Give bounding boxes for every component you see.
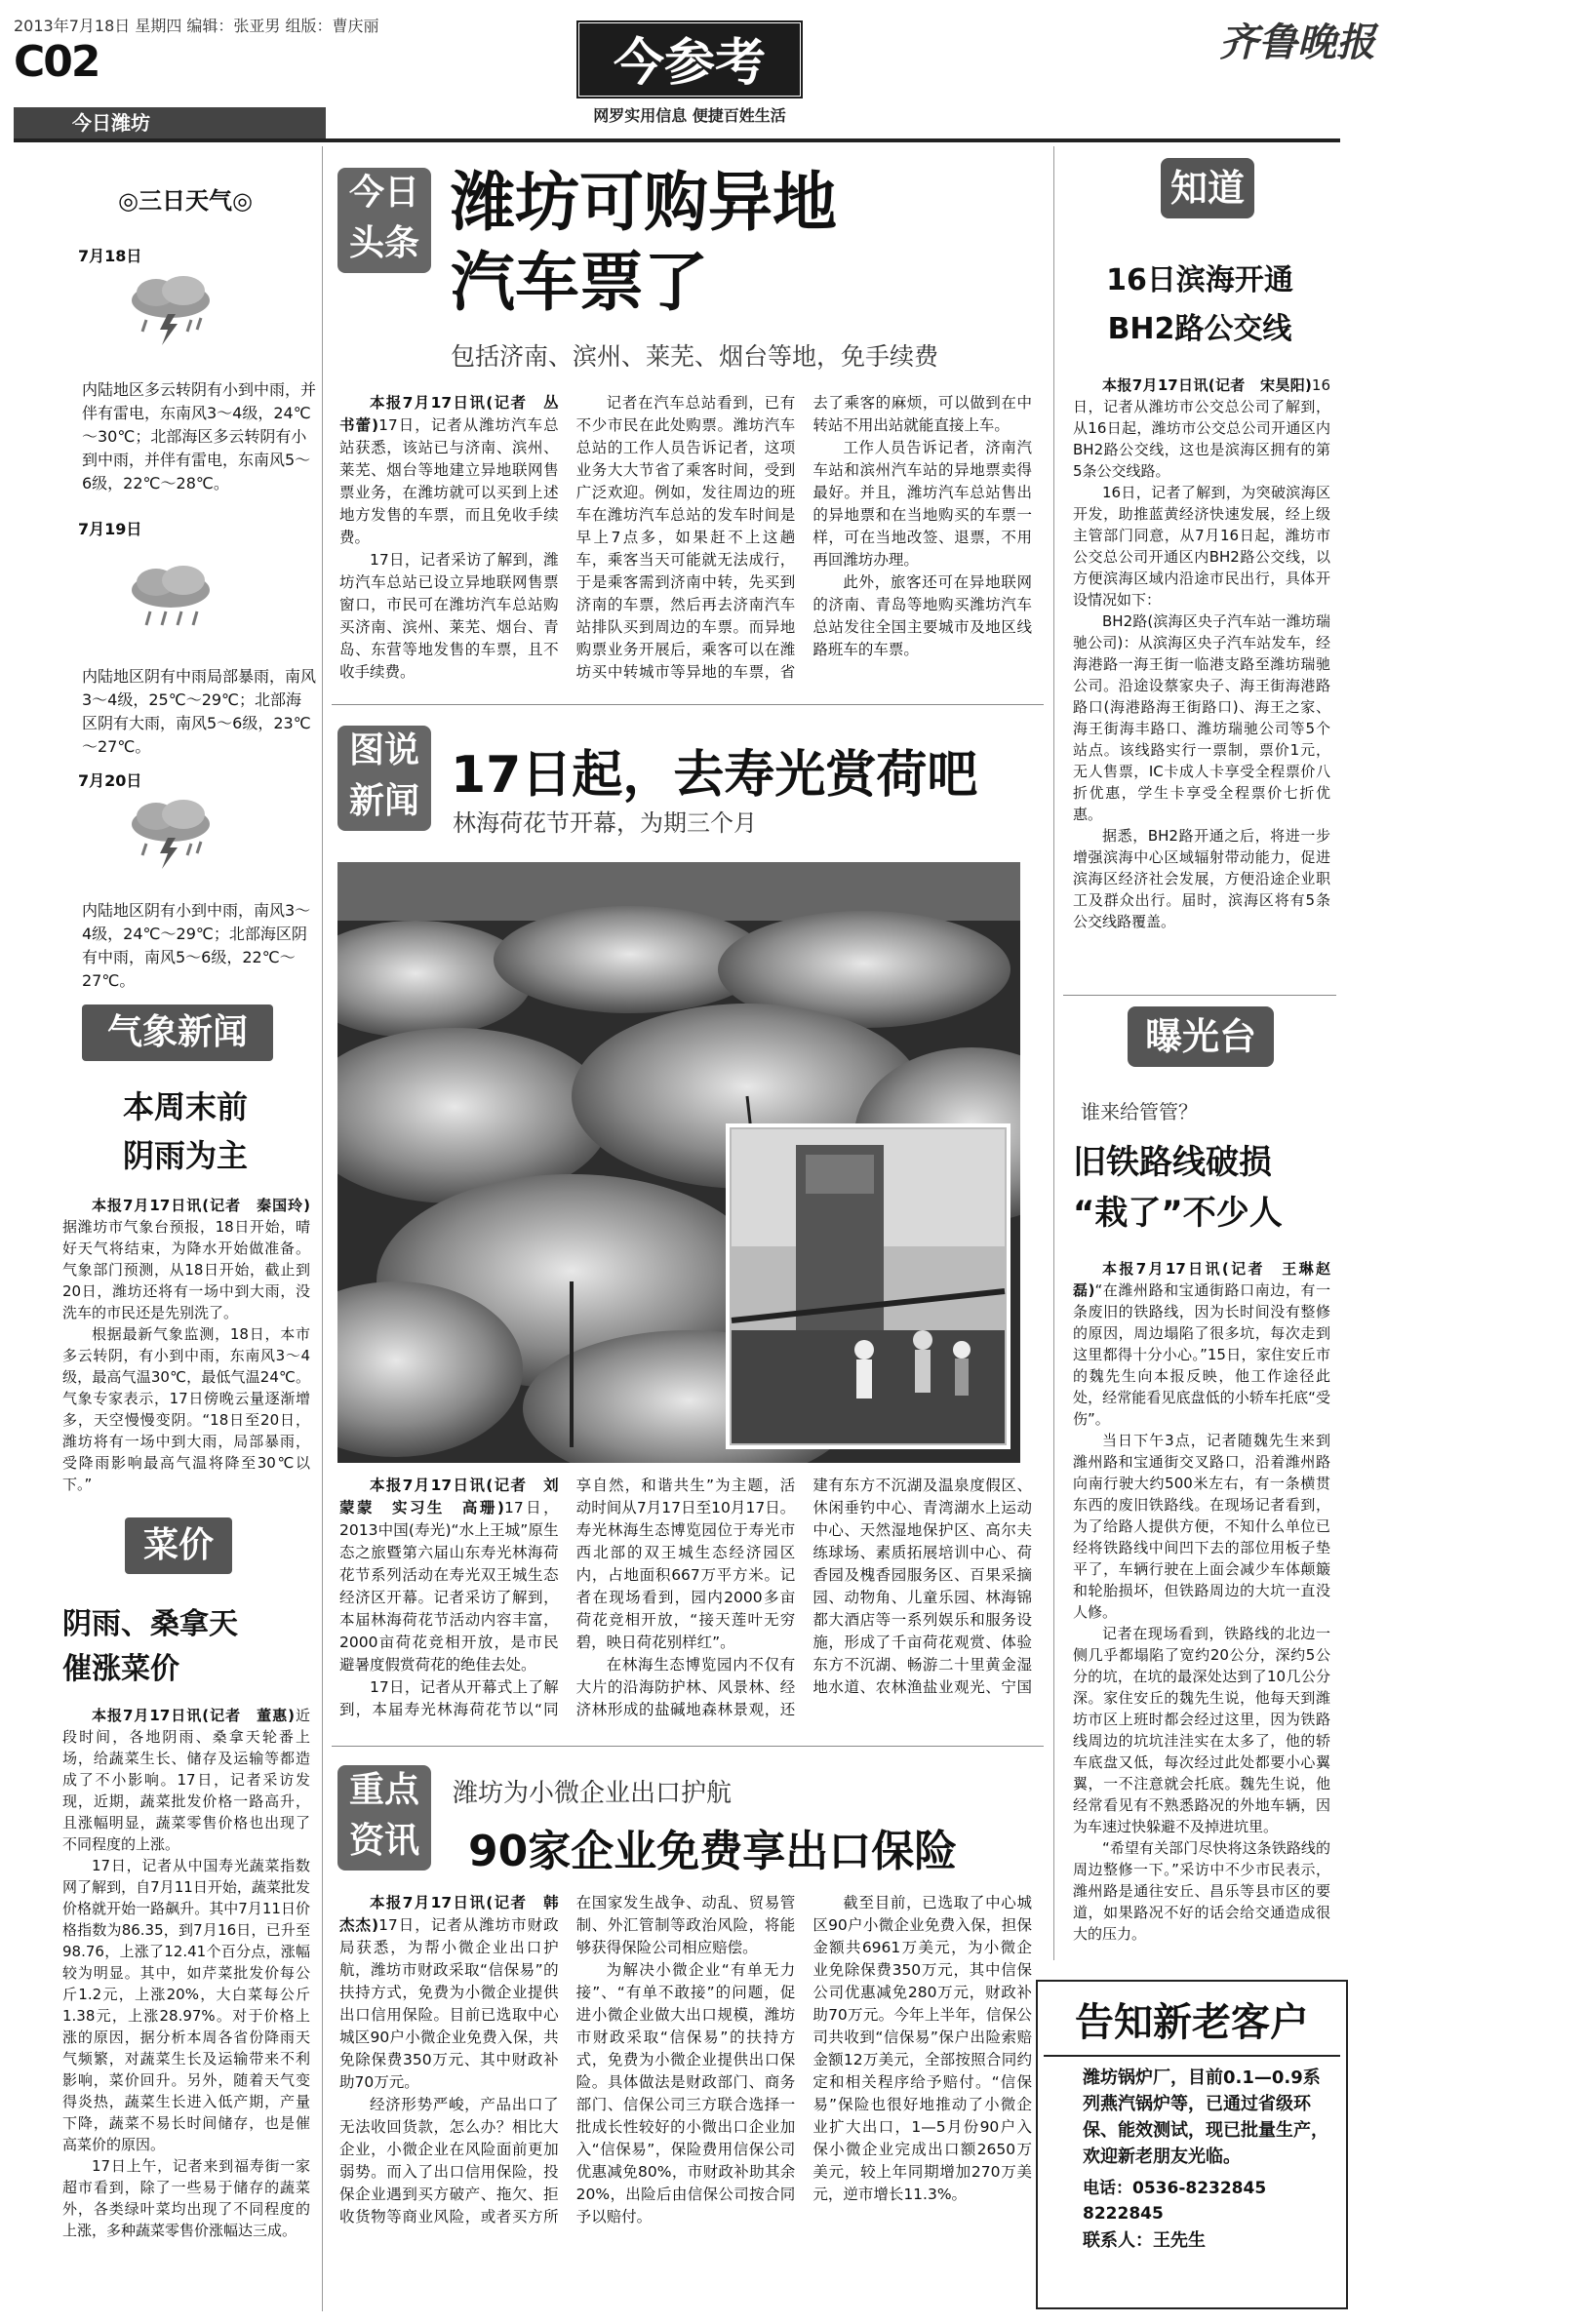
- weather-text-2: 内陆地区阴有中雨局部暴雨，南风3～4级，25℃～29℃；北部海区阴有大雨，南风5～6级，23℃～27℃。: [82, 667, 317, 756]
- exposure-headline-1: 旧铁路线破损: [1073, 1143, 1272, 1182]
- weather-text-3: 内陆地区阴有小到中雨，南风3～4级，24℃～29℃；北部海区阴有中雨，南风5～6级，22℃～27℃。: [82, 901, 311, 990]
- photo-news-subhead: 林海荷花节开幕，为期三个月: [453, 809, 757, 837]
- exposure-kicker: 谁来给管管？: [1081, 1100, 1198, 1123]
- weather-date-2: 7月19日: [78, 520, 142, 538]
- cloud-thunder-rain-icon: [117, 795, 224, 873]
- vegetable-headline-2: 催涨菜价: [62, 1652, 179, 1686]
- lead-subhead: 包括济南、滨州、莱芜、烟台等地，免手续费: [451, 342, 939, 371]
- vegetable-label: 菜价: [125, 1517, 232, 1574]
- vegetable-body: 本报7月17日讯(记者 董惠)近段时间，各地阴雨、桑拿天轮番上场，给蔬菜生长、储存及运输等都造成了不小影响。17日，记者采访发现，近期，蔬菜批发价格一路高升，且涨幅明显，蔬菜零售价格也出现了不同程度的上涨。 17日，记者从中国寿光蔬菜指数网了解到，自7月11日开始，蔬菜批发价格就开始一路飙升。其中7月11日价格指数为86.35，到7月16日，已升至98.76，上涨了12.41个百分点，涨幅较为明显。其中，如芹菜批发价每公斤1.2元，上涨20%，大白菜每公斤1.38元，上涨28.97%。对于价格上涨的原因，据分析本周各省份降雨天气频繁，对蔬菜生长及运输带来不利影响，菜价回升。另外，随着天气变得炎热，蔬菜生长进入低产期，产量下降，蔬菜不易长时间储存，也是催高菜价的原因。 17日上午，记者来到福寿街一家超市看到，除了一些易于储存的蔬菜外，各类绿叶菜均出现了不同程度的上涨，多种蔬菜零售价涨幅达三成。: [62, 1707, 310, 2239]
- divider-photo: [332, 1746, 1044, 1747]
- newspaper-name: 齐鲁晚报: [1219, 20, 1375, 65]
- weather-title: ◎三日天气◎: [118, 187, 253, 215]
- key-news-byline: 本报7月17日讯(记者 韩杰杰): [339, 1894, 559, 1934]
- ad-box: [1036, 1980, 1348, 2309]
- vegetable-byline: 本报7月17日讯(记者 董惠): [92, 1707, 295, 1724]
- weather-news-byline: 本报7月17日讯(记者 秦国玲): [92, 1197, 310, 1214]
- divider-left: [322, 146, 323, 2311]
- photo-news-label: 图说 新闻: [337, 726, 431, 831]
- exposure-byline: 本报7月17日讯(记者 王琳赵磊): [1073, 1260, 1330, 1299]
- cloud-rain-icon: [117, 561, 224, 639]
- weather-date-3: 7月20日: [78, 771, 142, 790]
- photo-news-headline: 17日起，去寿光赏荷吧: [451, 746, 978, 805]
- key-news-kicker: 潍坊为小微企业出口护航: [453, 1779, 733, 1808]
- know-headline-2: BH2路公交线: [1107, 312, 1292, 346]
- vegetable-headline-1: 阴雨、桑拿天: [62, 1607, 238, 1641]
- exposure-headline-2: “栽了”不少人: [1073, 1194, 1283, 1233]
- page-number: C02: [14, 37, 99, 87]
- weather-news-label: 气象新闻: [82, 1004, 273, 1061]
- column-slogan: 网罗实用信息 便捷百姓生活: [593, 106, 786, 125]
- lead-byline: 本报7月17日讯(记者 丛书蕾): [339, 394, 559, 434]
- know-label: 知道: [1161, 158, 1254, 218]
- key-news-headline: 90家企业免费享出口保险: [468, 1827, 958, 1876]
- weather-news-headline-2: 阴雨为主: [122, 1137, 248, 1174]
- exposure-label: 曝光台: [1128, 1006, 1274, 1067]
- weather-news-headline-1: 本周末前: [122, 1088, 248, 1125]
- ad-title: 告知新老客户: [1044, 1991, 1340, 2057]
- date-line: 2013年7月18日 星期四 编辑：张亚男 组版：曹庆丽: [14, 17, 379, 35]
- lead-headline-2: 汽车票了: [451, 245, 708, 320]
- weather-news-body: 本报7月17日讯(记者 秦国玲)据潍坊市气象台预报，18日开始，晴好天气将结束，为降水开始做准备。气象部门预测，从18日开始，截止到20日，潍坊还将有一场中到大雨，没洗车的市民还是先别洗了。 根据最新气象监测，18日，本市多云转阴，有小到中雨，东南风3～4级，最高气温30℃，最低气温24℃。气象专家表示，17日傍晚云量逐渐增多，天空慢慢变阴。“18日至20日，潍坊将有一场中到大雨，局部暴雨，受降雨影响最高气温将降至30℃以下。”: [62, 1197, 310, 1493]
- divider-know: [1063, 995, 1336, 996]
- lead-label: 今日 头条: [337, 168, 431, 273]
- key-news-label: 重点 资讯: [337, 1765, 431, 1871]
- lotus-photo: [337, 862, 1020, 1463]
- weather-text-1: 内陆地区多云转阴有小到中雨，并伴有雷电，东南风3～4级，24℃～30℃；北部海区多云转阴有小到中雨，并伴有雷电，东南风5～6级，22℃～28℃。: [82, 380, 317, 492]
- lead-headline-1: 潍坊可购异地: [451, 165, 837, 240]
- lead-body: 本报7月17日讯(记者 丛书蕾)17日，记者从潍坊汽车总站获悉，该站已与济南、滨州、莱芜、烟台等地建立异地联网售票业务，在潍坊就可以买到上述地方发售的车票，而且免收手续费。 17日，记者采访了解到，潍坊汽车总站已设立异地联网售票窗口，市民可在潍坊汽车总站购买济南、滨州、莱芜、烟台、青岛、东营等地发售的车票，且不收手续费。 记者在汽车总站看到，已有不少市民在此处购票。潍坊汽车总站的工作人员告诉记者，这项业务大大节省了乘客时间，受到广泛欢迎。例如，发往周边的班车在潍坊汽车总站的发车时间是早上7点多，如果赶不上这趟车，乘客当天可能就无法成行，于是乘客需到济南中转，先买到济南的车票，然后再去济南汽车站排队买到周边的车票。而异地购票业务开展后，乘客可以在潍坊买中转城市等异地的车票，省去了乘客的麻烦，可以做到在中转站不用出站就能直接上车。 工作人员告诉记者，济南汽车站和滨州汽车站的异地票卖得最好。并且，潍坊汽车总站售出的异地票和在当地购买的车票一样，可在当地改签、退票，不用再回潍坊办理。 此外，旅客还可在异地联网的济南、青岛等地购买潍坊汽车总站发往全国主要城市及地区线路班车的车票。: [339, 394, 1032, 681]
- weather-date-1: 7月18日: [78, 247, 142, 265]
- cloud-thunder-rain-icon: [117, 271, 224, 349]
- top-rule: [14, 138, 1340, 142]
- column-logo: 今参考: [575, 20, 804, 99]
- photo-news-body: 本报7月17日讯(记者 刘蒙蒙 实习生 高珊)17日，2013中国(寿光)“水上王城”原生态之旅暨第六届山东寿光林海荷花节系列活动在寿光双王城生态经济区开幕。记者采访了解到，本届林海荷花节活动内容丰富，2000亩荷花竞相开放，是市民避暑度假赏荷花的绝佳去处。 17日，记者从开幕式上了解到，本届寿光林海荷花节以“同享自然，和谐共生”为主题，活动时间从7月17日至10月17日。寿光林海生态博览园位于寿光市西北部的双王城生态经济园区内，占地面积667万平方米。记者在现场看到，园内2000多亩荷花竞相开放，“接天莲叶无穷碧，映日荷花别样红”。 在林海生态博览园内不仅有大片的沿海防护林、风景林、经济林形成的盐碱地森林景观，还建有东方不沉湖及温泉度假区、休闲垂钓中心、青湾湖水上运动中心、天然湿地保护区、高尔夫练球场、素质拓展培训中心、荷香园及槐香园服务区、百果采摘园、动物角、儿童乐园、林海锦都大酒店等一系列娱乐和服务设施，形成了千亩荷花观赏、体验东方不沉湖、畅游二十里黄金湿地水道、农林渔盐业观光、宁国: [339, 1477, 1032, 1718]
- photo-news-byline: 本报7月17日讯(记者 刘蒙蒙 实习生 高珊): [339, 1477, 559, 1517]
- section-tab: 今日潍坊: [14, 107, 326, 138]
- know-body: 本报7月17日讯(记者 宋昊阳)16日，记者从潍坊市公交总公司了解到，从16日起，潍坊市公交总公司开通区内BH2路公交线，这也是滨海区拥有的第5条公交线路。 16日，记者了解到，为突破滨海区开发，助推蓝黄经济快速发展，经上级主管部门同意，从7月16日起，潍坊市公交总公司开通区内BH2路公交线，以方便滨海区域内沿途市民出行，具体开设情况如下： BH2路(滨海区央子汽车站一潍坊瑞驰公司)：从滨海区央子汽车站发车，经海港路一海王街一临港支路至潍坊瑞驰公司。沿途设蔡家央子、海王街海港路路口(海港路海王街路口)、海王之家、海王街海丰路口、潍坊瑞驰公司等5个站点。该线路实行一票制，票价1元，无人售票，IC卡成人卡享受全程票价八折优惠，学生卡享受全程票价七折优惠。 据悉，BH2路开通之后，将进一步增强滨海中心区域辐射带动能力，促进滨海区经济社会发展，方便沿途企业职工及群众出行。届时，滨海区将有5条公交线路覆盖。: [1073, 376, 1330, 930]
- key-news-body: 本报7月17日讯(记者 韩杰杰)17日，记者从潍坊市财政局获悉，为帮小微企业出口护航，潍坊市财政采取“信保易”的扶持方式，免费为小微企业提供出口信用保险。目前已选取中心城区90户小微企业免费入保，共免除保费350万元、其中财政补助70万元。 经济形势严峻，产品出口了无法收回货款，怎么办？相比大企业，小微企业在风险面前更加弱势。而入了出口信用保险，投保企业遇到买方破产、拖欠、拒收货物等商业风险，或者买方所在国家发生战争、动乱、贸易管制、外汇管制等政治风险，将能够获得保险公司相应赔偿。 为解决小微企业“有单无力接”、“有单不敢接”的问题，促进小微企业做大出口规模，潍坊市财政采取“信保易”的扶持方式，免费为小微企业提供出口保险。具体做法是财政部门、商务部门、信保公司三方联合选择一批成长性较好的小微出口企业加入“信保易”，保险费用信保公司优惠减免80%，市财政补助其余20%，出险后由信保公司按合同予以赔付。 截至目前，已选取了中心城区90户小微企业免费入保，担保金额共6961万美元，为小微企业免除保费350万元，其中信保公司优惠减免280万元，财政补助70万元。今年上半年，信保公司共收到“信保易”保户出险索赔金额12万美元，全部按照合同约定和相关程序给予赔付。“信保易”保险也很好地推动了小微企业扩大出口，1—5月份90户入保小微企业完成出口额2650万美元，较上年同期增加270万美元，逆市增长11.3%。: [339, 1894, 1032, 2226]
- ad-phone: 电话：0536-8232845 8222845: [1083, 2179, 1267, 2224]
- ad-body: 潍坊锅炉厂，目前0.1—0.9系列燕汽锅炉等，已通过省级环保、能效测试，现已批量生产，欢迎新老朋友光临。: [1083, 2068, 1328, 2167]
- ad-contact: 联系人：王先生: [1083, 2230, 1206, 2251]
- know-byline: 本报7月17日讯(记者 宋昊阳): [1102, 376, 1312, 394]
- divider-right: [1053, 146, 1054, 1960]
- divider-lead: [332, 704, 1044, 705]
- know-headline-1: 16日滨海开通: [1106, 263, 1293, 297]
- exposure-body: 本报7月17日讯(记者 王琳赵磊)“在潍州路和宝通街路口南边，有一条废旧的铁路线，因为长时间没有整修的原因，周边塌陷了很多坑，每次走到这里都得十分小心。”15日，家住安丘市的魏先生向本报反映，他工作途径此处，经常能看见底盘低的小轿车托底“受伤”。 当日下午3点，记者随魏先生来到潍州路和宝通街交叉路口，沿着潍州路向南行驶大约500米左右，有一条横贯东西的废旧铁路线。在现场记者看到，为了给路人提供方便，不知什么单位已经将铁路线中间凹下去的部位用板子垫平了，车辆行驶在上面会减少车体颠簸和轮胎损坏，但铁路周边的大坑一直没人修。 记者在现场看到，铁路线的北边一侧几乎都塌陷了宽约20公分，深约5公分的坑，在坑的最深处达到了10几公分深。家住安丘的魏先生说，他每天到潍坊市区上班时都会经过这里，因为铁路线周边的坑坑洼洼实在太多了，他的轿车底盘又低，每次经过此处都要小心翼翼，一不注意就会托底。魏先生说，他经常看见有不熟悉路况的外地车辆，因为车速过快躲避不及掉进坑里。 “希望有关部门尽快将这条铁路线的周边整修一下。”采访中不少市民表示，潍州路是通往安丘、昌乐等县市区的要道，如果路况不好的话会给交通造成很大的压力。: [1073, 1260, 1330, 1943]
